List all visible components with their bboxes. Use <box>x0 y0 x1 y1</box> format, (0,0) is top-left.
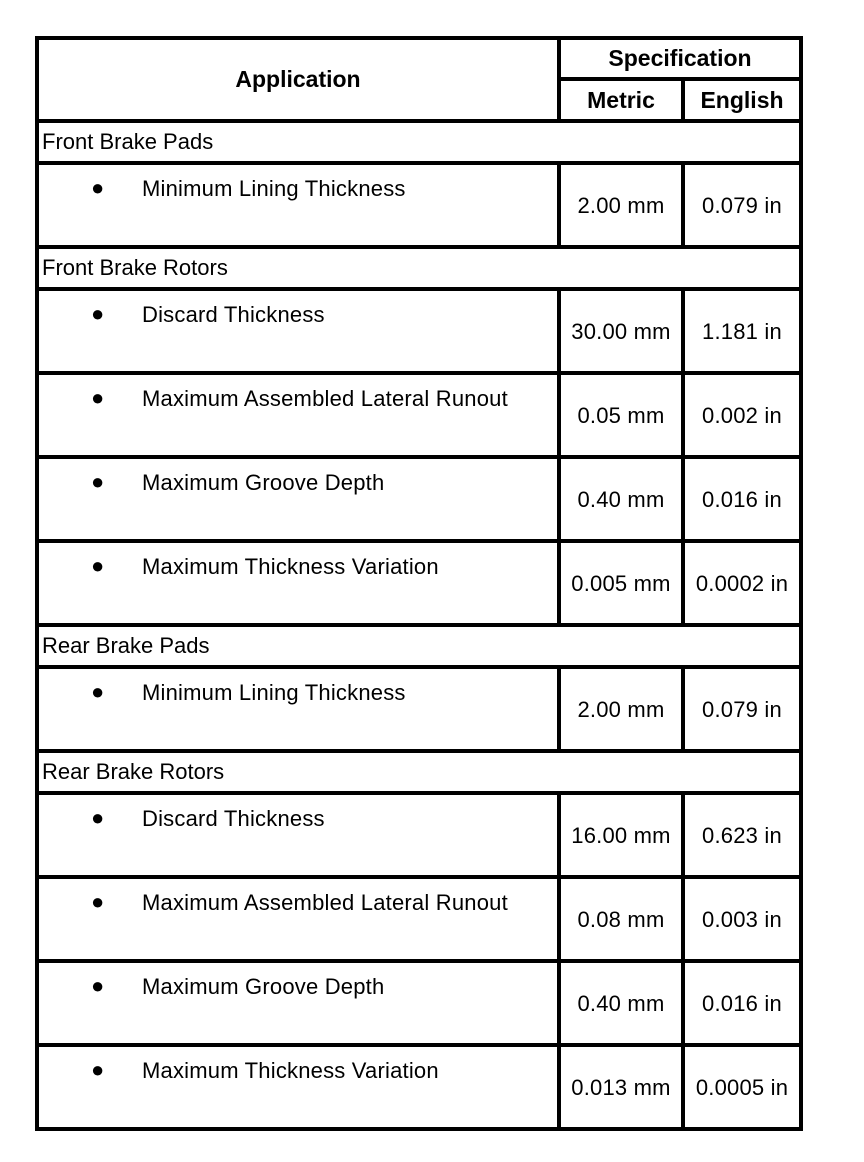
metric-value: 0.05 mm <box>559 373 683 457</box>
spec-label-cell <box>37 961 559 1045</box>
metric-value: 0.005 mm <box>559 541 683 625</box>
section-title: Front Brake Rotors <box>37 247 801 289</box>
brake-specification-table <box>35 36 803 1131</box>
spec-label-cell <box>37 877 559 961</box>
spec-label: Discard Thickness <box>142 302 325 327</box>
metric-value: 0.08 mm <box>559 877 683 961</box>
table-row <box>37 1045 801 1129</box>
table-row <box>37 961 801 1045</box>
bullet-icon: ● <box>91 175 105 200</box>
spec-label: Maximum Groove Depth <box>142 470 385 495</box>
english-value: 0.016 in <box>683 961 801 1045</box>
spec-label: Maximum Assembled Lateral Runout <box>142 890 508 915</box>
bullet-icon: ● <box>91 553 105 578</box>
table-row <box>37 373 801 457</box>
bullet-icon: ● <box>91 385 105 410</box>
table-row <box>37 163 801 247</box>
spec-label: Maximum Assembled Lateral Runout <box>142 386 508 411</box>
application-header: Application <box>37 38 559 121</box>
metric-value: 16.00 mm <box>559 793 683 877</box>
section-row-rear-brake-rotors <box>37 751 801 793</box>
english-value: 0.016 in <box>683 457 801 541</box>
table-row <box>37 289 801 373</box>
spec-label: Maximum Thickness Variation <box>142 554 439 579</box>
spec-label-cell <box>37 541 559 625</box>
table-row <box>37 457 801 541</box>
spec-label-cell <box>37 667 559 751</box>
metric-value: 0.40 mm <box>559 457 683 541</box>
english-value: 0.079 in <box>683 667 801 751</box>
english-header: English <box>683 79 801 121</box>
metric-header: Metric <box>559 79 683 121</box>
spec-label: Maximum Groove Depth <box>142 974 385 999</box>
spec-label-cell <box>37 793 559 877</box>
english-value: 0.003 in <box>683 877 801 961</box>
spec-label-cell <box>37 1045 559 1129</box>
english-value: 0.002 in <box>683 373 801 457</box>
metric-value: 0.40 mm <box>559 961 683 1045</box>
english-value: 0.079 in <box>683 163 801 247</box>
bullet-icon: ● <box>91 301 105 326</box>
bullet-icon: ● <box>91 805 105 830</box>
bullet-icon: ● <box>91 1057 105 1082</box>
section-row-rear-brake-pads <box>37 625 801 667</box>
spec-label: Discard Thickness <box>142 806 325 831</box>
bullet-icon: ● <box>91 469 105 494</box>
english-value: 0.623 in <box>683 793 801 877</box>
spec-label-cell <box>37 373 559 457</box>
metric-value: 0.013 mm <box>559 1045 683 1129</box>
table-row <box>37 541 801 625</box>
metric-value: 2.00 mm <box>559 163 683 247</box>
table-row <box>37 877 801 961</box>
spec-label: Minimum Lining Thickness <box>142 680 406 705</box>
section-title: Rear Brake Rotors <box>37 751 801 793</box>
english-value: 0.0005 in <box>683 1045 801 1129</box>
bullet-icon: ● <box>91 679 105 704</box>
spec-label-cell <box>37 289 559 373</box>
english-value: 1.181 in <box>683 289 801 373</box>
section-row-front-brake-pads <box>37 121 801 163</box>
metric-value: 30.00 mm <box>559 289 683 373</box>
table-row <box>37 793 801 877</box>
bullet-icon: ● <box>91 973 105 998</box>
english-value: 0.0002 in <box>683 541 801 625</box>
spec-label: Maximum Thickness Variation <box>142 1058 439 1083</box>
section-title: Rear Brake Pads <box>37 625 801 667</box>
specification-header: Specification <box>559 38 801 79</box>
section-row-front-brake-rotors <box>37 247 801 289</box>
spec-label-cell <box>37 163 559 247</box>
spec-label: Minimum Lining Thickness <box>142 176 406 201</box>
bullet-icon: ● <box>91 889 105 914</box>
section-title: Front Brake Pads <box>37 121 801 163</box>
spec-label-cell <box>37 457 559 541</box>
metric-value: 2.00 mm <box>559 667 683 751</box>
table-row <box>37 667 801 751</box>
